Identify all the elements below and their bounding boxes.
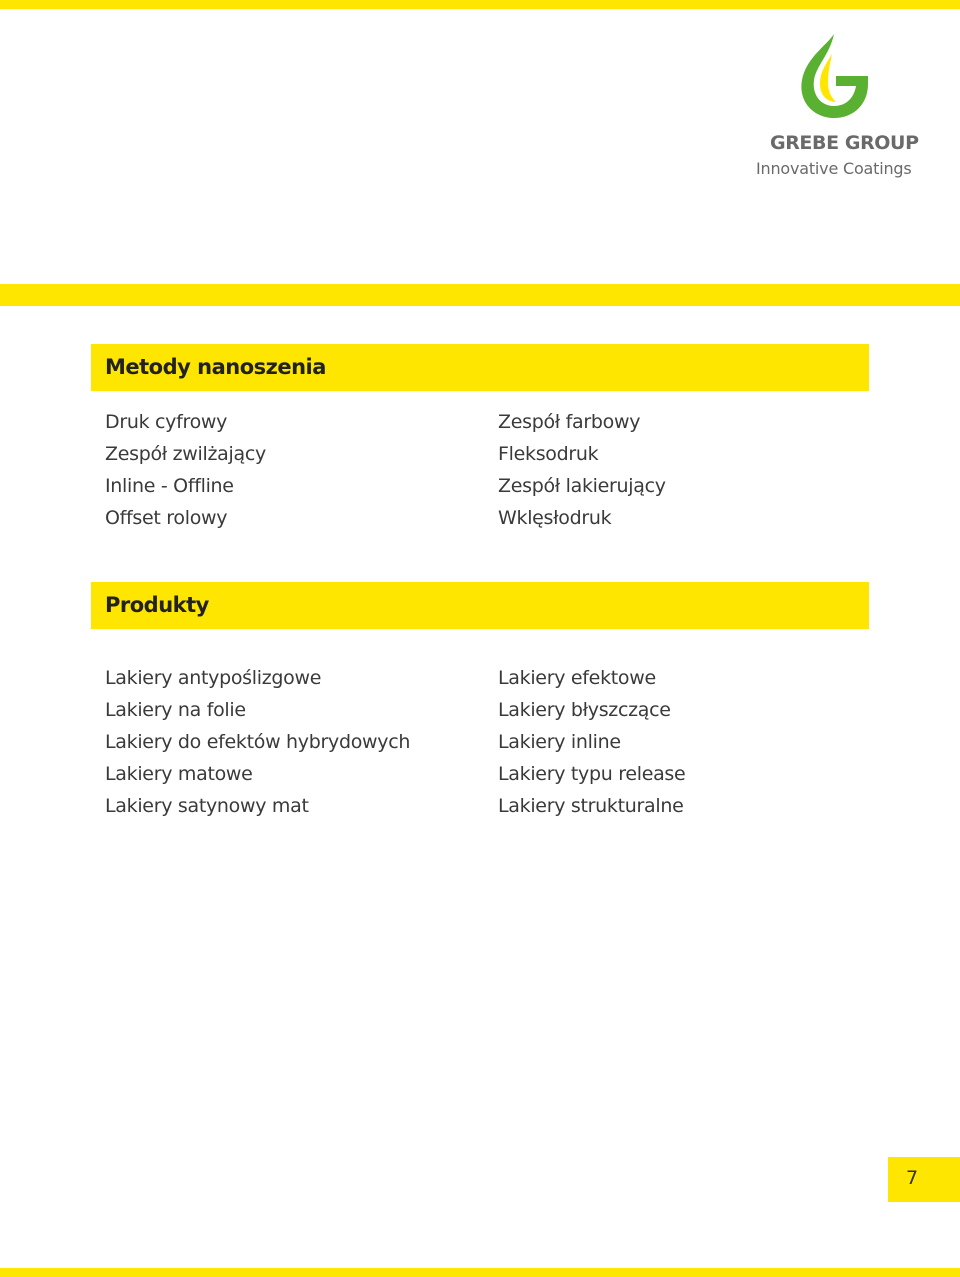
products-header — [91, 582, 869, 629]
brand-name: GREBE GROUP — [770, 132, 919, 154]
list-item: Lakiery efektowe — [498, 667, 656, 689]
list-item: Offset rolowy — [105, 507, 228, 529]
methods-list-right — [498, 406, 666, 534]
grebe-g-icon — [796, 32, 870, 122]
top-yellow-bar — [0, 0, 960, 9]
products-list-left — [105, 662, 410, 822]
list-item: Zespół farbowy — [498, 411, 641, 433]
list-item: Lakiery antypoślizgowe — [105, 667, 322, 689]
grebe-group-logo — [750, 32, 920, 187]
list-item: Inline - Offline — [105, 475, 234, 497]
list-item: Druk cyfrowy — [105, 411, 228, 433]
list-item: Fleksodruk — [498, 443, 599, 465]
page-number-box — [888, 1157, 960, 1202]
brand-tagline: Innovative Coatings — [756, 159, 912, 178]
list-item: Lakiery inline — [498, 731, 621, 753]
products-title: Produkty — [105, 593, 209, 617]
methods-title: Metody nanoszenia — [105, 355, 326, 379]
list-item: Lakiery typu release — [498, 763, 686, 785]
list-item: Lakiery błyszczące — [498, 699, 671, 721]
products-list-right — [498, 662, 685, 822]
methods-list-left — [105, 406, 266, 534]
list-item: Zespół lakierujący — [498, 475, 666, 497]
page-number: 7 — [906, 1167, 919, 1189]
methods-header — [91, 344, 869, 391]
middle-yellow-bar — [0, 284, 960, 306]
list-item: Lakiery strukturalne — [498, 795, 684, 817]
bottom-yellow-bar — [0, 1268, 960, 1277]
list-item: Zespół zwilżający — [105, 443, 266, 465]
list-item: Lakiery satynowy mat — [105, 795, 309, 817]
list-item: Wklęsłodruk — [498, 507, 612, 529]
list-item: Lakiery do efektów hybrydowych — [105, 731, 411, 753]
list-item: Lakiery na folie — [105, 699, 246, 721]
list-item: Lakiery matowe — [105, 763, 253, 785]
